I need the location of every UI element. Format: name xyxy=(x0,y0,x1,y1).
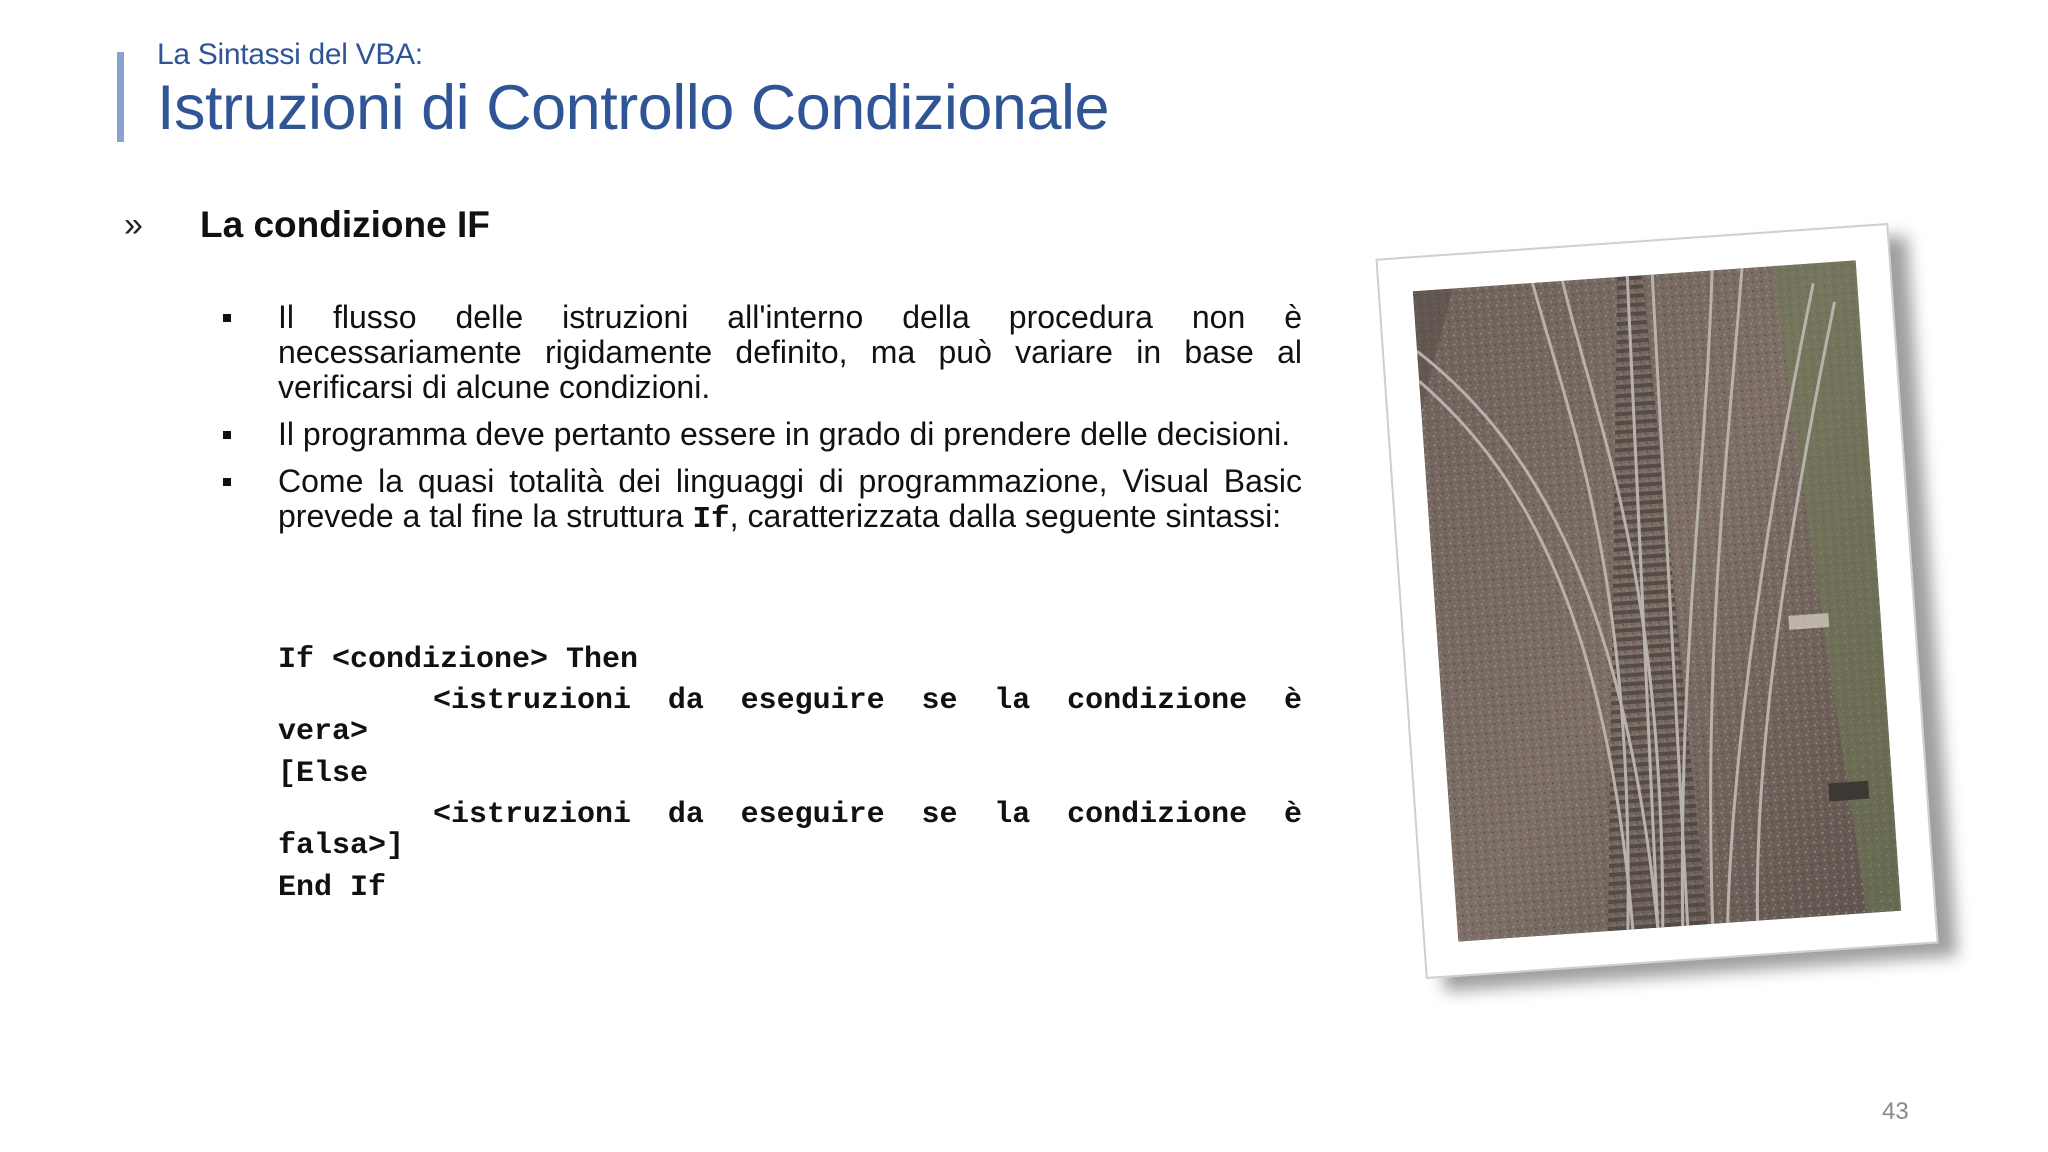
slide-title: Istruzioni di Controllo Condizionale xyxy=(157,73,1110,143)
inline-code-if: If xyxy=(692,502,730,537)
bullet-text: Il programma deve pertanto essere in grado di prendere delle decisioni. xyxy=(278,416,1291,452)
code-word: eseguire xyxy=(740,798,885,832)
code-line-if: If <condizione> Then xyxy=(278,643,639,677)
bullet-item xyxy=(220,417,1302,452)
section-heading: La condizione IF xyxy=(200,204,490,245)
code-word: da xyxy=(667,798,704,832)
code-line-else: [Else xyxy=(278,757,369,791)
bullet-text-before: Come la quasi totalità dei linguaggi di programmazione, Visual Basic prevede a tal fine la struttura xyxy=(278,463,1302,534)
code-word: se xyxy=(921,684,958,718)
bullet-text: Il flusso delle istruzioni all'interno della procedura non è necessariamente rigidamente definito, ma può variare in base al verificarsi di alcune condizioni. xyxy=(278,299,1302,405)
code-line-end-if: End If xyxy=(278,871,387,905)
code-word: eseguire xyxy=(740,684,885,718)
code-line-false-cont: falsa>] xyxy=(278,829,405,863)
page-number: 43 xyxy=(1882,1098,1909,1125)
railway-tracks-photo xyxy=(1413,260,1901,941)
code-word: se xyxy=(921,798,958,832)
code-word: la xyxy=(994,798,1031,832)
bullet-text-after: , caratterizzata dalla seguente sintassi: xyxy=(729,498,1282,534)
code-line-false-statements xyxy=(278,800,1302,831)
slide-subtitle: La Sintassi del VBA: xyxy=(157,38,423,71)
code-line-true-statements xyxy=(278,686,1302,717)
code-block xyxy=(278,645,1302,904)
photo-frame xyxy=(1375,223,1938,979)
code-word: è xyxy=(1283,798,1302,832)
code-line-true-cont: vera> xyxy=(278,715,369,749)
code-word: <istruzioni xyxy=(433,684,632,718)
bullet-item xyxy=(220,300,1302,405)
code-word: condizione xyxy=(1067,798,1248,832)
section-bullet-marker: » xyxy=(124,206,143,244)
square-bullet-icon xyxy=(223,431,231,439)
code-word: la xyxy=(994,684,1031,718)
code-word: <istruzioni xyxy=(433,798,632,832)
square-bullet-icon xyxy=(223,314,231,322)
bullet-list xyxy=(220,300,1302,549)
code-word: da xyxy=(667,684,704,718)
code-word: è xyxy=(1283,684,1302,718)
square-bullet-icon xyxy=(223,478,231,486)
title-accent-bar xyxy=(117,52,124,142)
code-word: condizione xyxy=(1067,684,1248,718)
bullet-item xyxy=(220,464,1302,537)
